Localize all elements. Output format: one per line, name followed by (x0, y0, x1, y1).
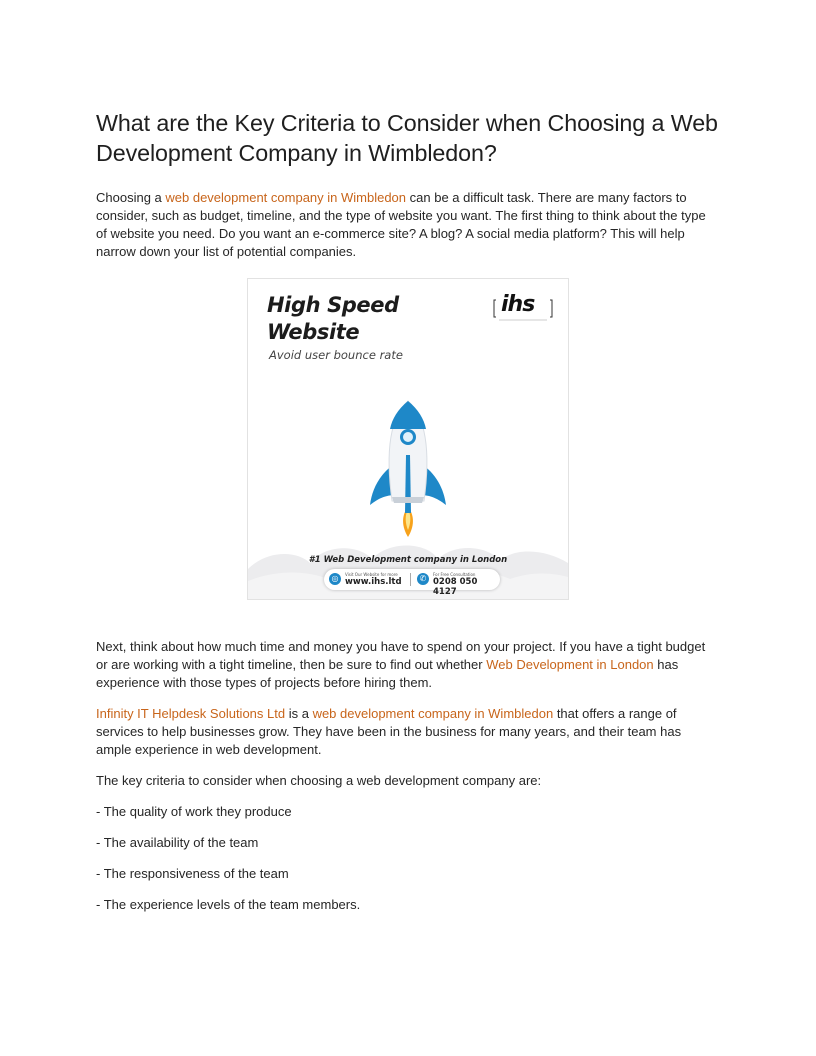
criteria-item: - The experience levels of the team members. (96, 897, 361, 912)
criteria-item: - The quality of work they produce (96, 804, 292, 819)
company-text-middle: is a (285, 706, 313, 721)
intro-text-before: Choosing a (96, 190, 166, 205)
globe-icon: ◎ (329, 573, 341, 585)
article-title: What are the Key Criteria to Consider when Choosing a Web Development Company in Wimbledon? (96, 110, 718, 166)
phone-label: For Free Consultation (433, 572, 476, 577)
promo-headline-line1: High Speed (267, 293, 399, 317)
web-dev-wimbledon-link-2[interactable]: web development company in Wimbledon (312, 706, 554, 721)
intro-paragraph (96, 189, 720, 261)
contact-pill (324, 569, 500, 597)
phone-number: 0208 050 4127 (433, 577, 478, 597)
promo-image (247, 278, 569, 600)
budget-text-before: Next, think about how much time and money you have to spend on your project. If you have a tight budget or are working with a tight timeline, then be sure to find out whether (96, 639, 706, 672)
rocket-icon (366, 397, 450, 539)
criteria-intro: The key criteria to consider when choosing a web development company are: (96, 773, 542, 788)
criteria-item: - The responsiveness of the team (96, 866, 289, 881)
budget-text-after: has experience with those types of projects before hiring them. (96, 657, 679, 690)
promo-subheadline: Avoid user bounce rate (269, 348, 403, 362)
website-label: Visit Our Website for more (345, 572, 398, 577)
promo-headline (267, 292, 437, 346)
criteria-item: - The availability of the team (96, 835, 259, 850)
web-dev-london-link[interactable]: Web Development in London (486, 657, 654, 672)
website-url: www.ihs.ltd (345, 577, 402, 587)
web-dev-wimbledon-link[interactable]: web development company in Wimbledon (165, 190, 407, 205)
ihs-logo (493, 293, 553, 323)
intro-text-after: can be a difficult task. There are many factors to consider, such as budget, timeline, and the type of website you want. The first thing to think about the type of website you need. Do you want an e-commerce site? A blog? A social media platform? This will help narrow down your list of potential companies. (96, 190, 706, 259)
budget-paragraph (96, 638, 720, 692)
infinity-it-link[interactable]: Infinity IT Helpdesk Solutions Ltd (96, 706, 286, 721)
company-text-after: that offers a range of services to help businesses grow. They have been in the business for many years, and their team has ample experience in web development. (96, 706, 682, 757)
article (96, 108, 720, 927)
pill-divider (410, 573, 411, 586)
logo-text: ihs (501, 292, 535, 317)
promo-caption: #1 Web Development company in London (308, 555, 508, 565)
phone-icon: ✆ (417, 573, 429, 585)
company-paragraph (96, 705, 720, 759)
promo-headline-line2: Website (267, 320, 360, 344)
